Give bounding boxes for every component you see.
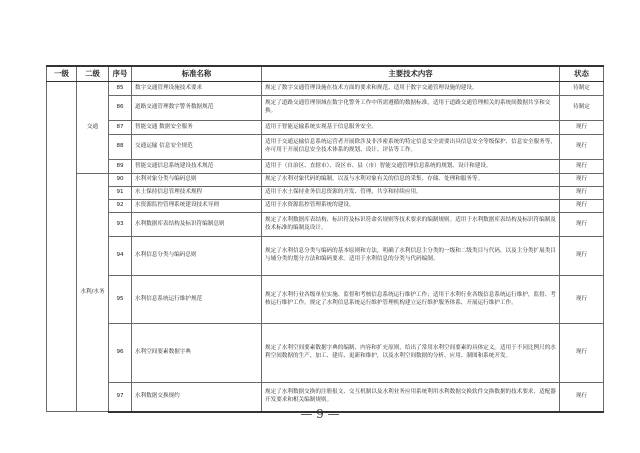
col-header-level1: 一级 <box>47 66 77 82</box>
status-cell: 现行 <box>560 383 604 412</box>
row-number: 89 <box>109 160 132 174</box>
technical-content: 适用于水土保持业务信息资源的开发、管理，共享和持续应用。 <box>262 187 560 200</box>
header-row <box>47 66 604 82</box>
status-cell: 待制定 <box>560 96 604 121</box>
table-row <box>47 121 604 135</box>
col-header-level2: 二级 <box>77 66 109 82</box>
standard-name: 水利信息系统运行维护规范 <box>132 276 262 324</box>
status-cell: 现行 <box>560 200 604 213</box>
technical-content: 规定了水利对象代码的编制，以及与水利对象有关的信息的采集、存储、处理和服务等。 <box>262 174 560 187</box>
level1-cell <box>47 82 77 412</box>
standard-name: 水利空间要素数据字典 <box>132 324 262 383</box>
col-header-number: 序号 <box>109 66 132 82</box>
status-cell: 待制定 <box>560 82 604 96</box>
row-number: 94 <box>109 237 132 276</box>
technical-content: 规定了水利空间要素数据字典的编制、内容和扩充原则，给出了常用水利空间要素的具体定义。适用于不同比例尺的水利空间数据的生产、加工、建库、更新和维护，以及水利空间数据的分析、应用、制图和系统开发。 <box>262 324 560 383</box>
standard-name: 水利数据交换规约 <box>132 383 262 412</box>
col-header-main-content: 主要技术内容 <box>262 66 560 82</box>
standard-name: 智能交通信息系统建设技术规范 <box>132 160 262 174</box>
row-number: 85 <box>109 82 132 96</box>
technical-content: 适用于交通运输信息系统运营者开展除涉及非涉密系统的特定信息安全需要出具信息安全等级保护、信息安全服务等，亦可用于开展信息安全技术体系的规划、设计、评估等工作。 <box>262 135 560 160</box>
col-header-status: 状态 <box>560 66 604 82</box>
status-cell: 现行 <box>560 135 604 160</box>
row-number: 90 <box>109 174 132 187</box>
status-cell: 现行 <box>560 213 604 237</box>
row-number: 88 <box>109 135 132 160</box>
table-row <box>47 276 604 324</box>
col-header-standard-name: 标准名称 <box>132 66 262 82</box>
table-row <box>47 82 604 96</box>
technical-content: 规定了道路交通管理领域在数字化警务工作中所需遵循的数据标准，适用于道路交通管理相关的系统间数据共享和交换。 <box>262 96 560 121</box>
row-number: 91 <box>109 187 132 200</box>
table-row <box>47 160 604 174</box>
standard-name: 数字交通管理设施技术要求 <box>132 82 262 96</box>
level2-cell-transport: 交通 <box>77 82 109 174</box>
row-number: 86 <box>109 96 132 121</box>
technical-content: 规定了水利数据库表结构、标识符及标识符命名规则等技术要求的编制规则。适用于水利数据库表结构及标识符编制及技术标准的编制及设计。 <box>262 213 560 237</box>
row-number: 96 <box>109 324 132 383</box>
technical-content: 适用于智能运输系统实现基于信息服务安全。 <box>262 121 560 135</box>
row-number: 93 <box>109 213 132 237</box>
table-row <box>47 187 604 200</box>
technical-content: 规定了水利数据交换的注册报文、交互机制以及水利业务应用系统利用水利数据交换软件交换数据的技术要求，适配器开发要求和相关编制规则。 <box>262 383 560 412</box>
row-number: 95 <box>109 276 132 324</box>
standard-name: 水资源监控管理系统建设技术导则 <box>132 200 262 213</box>
status-cell: 现行 <box>560 276 604 324</box>
page-number: — 9 — <box>300 407 340 421</box>
status-cell: 现行 <box>560 174 604 187</box>
standard-name: 水土保持信息管理技术规程 <box>132 187 262 200</box>
table-row <box>47 213 604 237</box>
technical-content: 适用于（自治区、直辖市）、设区市、县（市）智能交通管理信息系统的规划、设计和建设。 <box>262 160 560 174</box>
table-row <box>47 324 604 383</box>
standard-name: 水利数据库表结构及标识符编制总则 <box>132 213 262 237</box>
status-cell: 现行 <box>560 121 604 135</box>
standard-name: 水利对象分类与编码总则 <box>132 174 262 187</box>
table-row <box>47 135 604 160</box>
table-row <box>47 174 604 187</box>
table-row <box>47 237 604 276</box>
technical-content: 规定了数字交通管理设施在技术方面的要求和规范，适用于数字交通管理设施的建设。 <box>262 82 560 96</box>
technical-content: 规定了水利信息分类与编码的基本原则和方法，明确了水利信息主分类的一级和二级类目与代码，以及主分类扩展类目与辅分类的划分方法和编码要求。适用于水利信息的分类与代码编制。 <box>262 237 560 276</box>
standard-name: 水利信息分类与编码总则 <box>132 237 262 276</box>
status-cell: 现行 <box>560 237 604 276</box>
status-cell: 现行 <box>560 187 604 200</box>
row-number: 87 <box>109 121 132 135</box>
table-row <box>47 200 604 213</box>
status-cell: 现行 <box>560 160 604 174</box>
table-row <box>47 96 604 121</box>
technical-content: 规定了水利行业各级单位实施、监督和考核信息系统运行维护工作；适用于水利行业各级信息系统运行维护，监督、考核运行维护工作。规定了水利信息系统运行维护管理机构建立运行维护服务体系、开展运行维护工作。 <box>262 276 560 324</box>
standard-name: 交通运输 信息安全规范 <box>132 135 262 160</box>
technical-content: 适用于水资源监控管理系统的建设。 <box>262 200 560 213</box>
standard-name: 智能交通 数据安全服务 <box>132 121 262 135</box>
standards-table <box>46 65 604 413</box>
status-cell: 现行 <box>560 324 604 383</box>
standard-name: 道路交通管理数字警务数据规范 <box>132 96 262 121</box>
row-number: 92 <box>109 200 132 213</box>
level2-cell-water: 水利/水务 <box>77 174 109 412</box>
row-number: 97 <box>109 383 132 412</box>
